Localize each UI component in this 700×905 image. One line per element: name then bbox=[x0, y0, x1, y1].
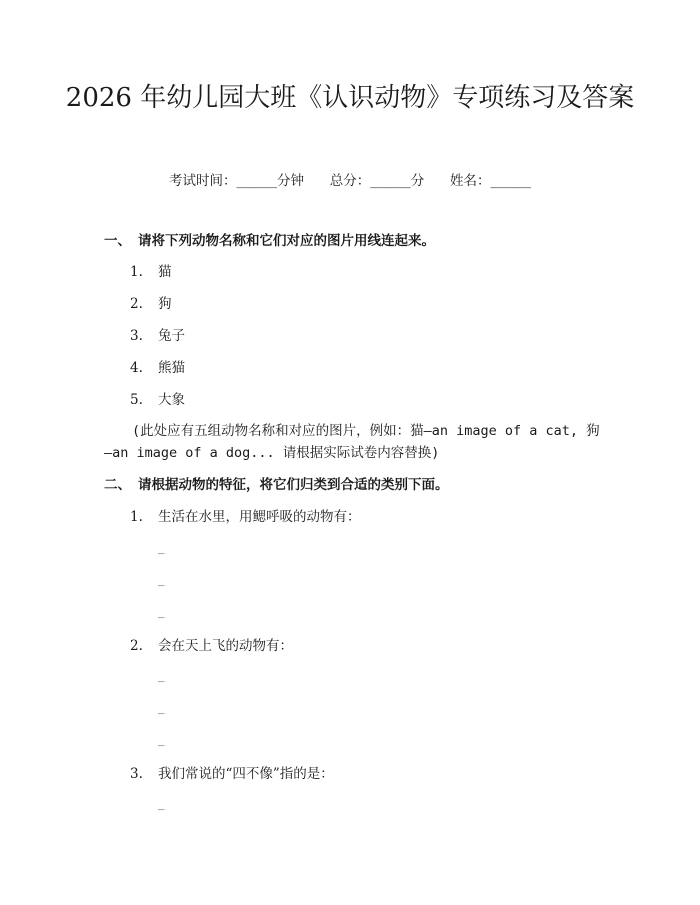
question: 2. 会在天上飞的动物有： bbox=[130, 638, 293, 654]
answer-blank: _ bbox=[158, 700, 165, 715]
section-note: (此处应有五组动物名称和对应的图片，例如：猫—an image of a cat, 狗—an image of a dog... 请根据实际试卷内容替换) bbox=[104, 423, 600, 461]
animal-label: 大象 bbox=[158, 392, 185, 408]
page-title: 2026 年幼儿园大班《认识动物》专项练习及答案 bbox=[65, 83, 635, 113]
exam-meta bbox=[0, 169, 700, 189]
exam-time: 考试时间：______分钟 bbox=[169, 173, 304, 189]
list-item: 1. 猫 bbox=[130, 264, 172, 280]
exam-score: 总分：______分 bbox=[329, 173, 425, 189]
student-name: 姓名：______ bbox=[450, 173, 531, 189]
animal-label: 兔子 bbox=[158, 328, 185, 344]
answer-blank: _ bbox=[158, 732, 165, 747]
question-text: 我们常说的“四不像”指的是： bbox=[158, 766, 334, 782]
section-2-heading bbox=[104, 473, 449, 493]
animal-label: 熊猫 bbox=[158, 360, 185, 376]
section-number: 二、 bbox=[104, 477, 131, 493]
animal-label: 猫 bbox=[158, 264, 172, 280]
section-1-heading bbox=[104, 229, 435, 249]
answer-blank: _ bbox=[158, 604, 165, 619]
answer-blank: _ bbox=[158, 668, 165, 683]
question: 1. 生活在水里，用鳃呼吸的动物有： bbox=[130, 509, 361, 525]
section-title: 请根据动物的特征，将它们归类到合适的类别下面。 bbox=[138, 477, 449, 493]
list-item: 2. 狗 bbox=[130, 296, 172, 312]
answer-blank: _ bbox=[158, 796, 165, 811]
answer-blank: _ bbox=[158, 572, 165, 587]
answer-blank: _ bbox=[158, 540, 165, 555]
list-item: 5. 大象 bbox=[130, 392, 185, 408]
question-text: 生活在水里，用鳃呼吸的动物有： bbox=[158, 509, 361, 525]
section-title: 请将下列动物名称和它们对应的图片用线连起来。 bbox=[138, 233, 435, 249]
list-item: 3. 兔子 bbox=[130, 328, 185, 344]
question-text: 会在天上飞的动物有： bbox=[158, 638, 293, 654]
list-item: 4. 熊猫 bbox=[130, 360, 185, 376]
question: 3. 我们常说的“四不像”指的是： bbox=[130, 766, 334, 782]
section-number: 一、 bbox=[104, 233, 131, 249]
animal-label: 狗 bbox=[158, 296, 172, 312]
